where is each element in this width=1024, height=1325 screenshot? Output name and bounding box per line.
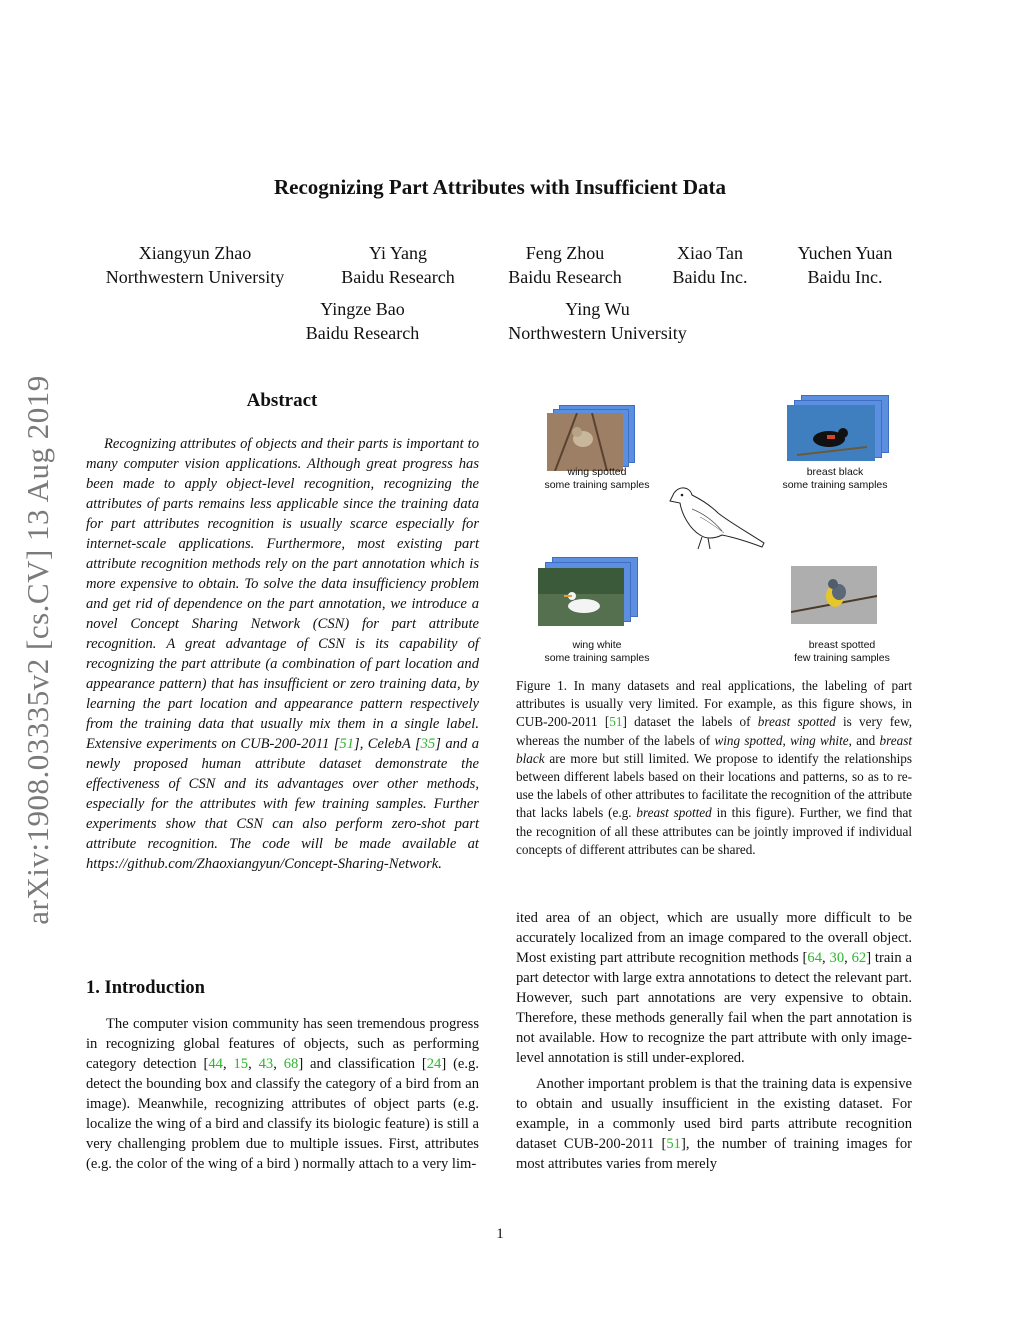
- body-text: The computer vision community has seen tremendous progress in recognizing global features of objects, such as performing category detection [: [86, 1016, 479, 1072]
- citation-link[interactable]: 44: [208, 1056, 223, 1072]
- author-affiliation: Northwestern University: [105, 267, 285, 287]
- author-block: [660, 241, 760, 289]
- figure-label: [767, 639, 917, 665]
- body-text: ] and classification [: [298, 1056, 427, 1072]
- bird-photo-wing-white: [538, 568, 624, 626]
- body-text: ] train a part detector with large extra annotations to detect the relevant part. However, such part annotations are very expensive to obtain. Therefore, these methods generally fail when the part annotation is not available. How to recognize the part attribute with only image-level annotation is still under-explored.: [516, 950, 912, 1066]
- author-affiliation: Baidu Inc.: [672, 267, 748, 287]
- bird-photo-breast-black: [787, 405, 875, 461]
- author-block: [490, 241, 640, 289]
- figure-label: [522, 639, 672, 665]
- author-block: [495, 297, 700, 345]
- label-attribute: breast black: [806, 466, 864, 478]
- caption-text: wing white: [790, 732, 849, 748]
- author-affiliation: Baidu Inc.: [807, 267, 883, 287]
- right-column-body: [516, 908, 912, 1180]
- citation-link[interactable]: 68: [283, 1056, 299, 1072]
- author-name: Yingze Bao: [320, 299, 405, 319]
- abstract-text: ] and a newly proposed human attribute dataset demonstrate the effectiveness of CSN and its advantages over other methods, especially for the attributes with few training samples. Further experiments show that CSN can also perform zero-shot part attribute recognition. The code will be made available at https://github.com/Zhaoxiangyun/Concept-Sharing-Network.: [86, 736, 479, 872]
- author-block: [323, 241, 473, 289]
- citation-link[interactable]: 51: [666, 1136, 681, 1152]
- author-affiliation: Northwestern University: [508, 323, 687, 343]
- citation-link[interactable]: 64: [807, 950, 823, 966]
- body-text: ], the number of training images for most attributes varies from merely: [516, 1136, 912, 1172]
- figure-label: [760, 466, 910, 492]
- author-affiliation: Baidu Research: [508, 267, 622, 287]
- paragraph: The computer vision community has seen tremendous progress in recognizing global features of objects, such as performing category detection [44, 15, 43, 68] and classification [24] (e.g. detect the bounding box and classify the category of a bird from an image). Meanwhile, recognizing attributes of object parts (e.g. localize the wing of a bird and classify its biologic feature) is still a very challenging problem due to multiple issues. First, attributes (e.g. the color of the wing of a bird ) normally attach to a very lim-: [86, 1016, 479, 1172]
- caption-text: Figure 1. In many datasets and real applications, the labeling of part attributes is usually very limited. For example, as this figure shows, in CUB-200-2011 [: [516, 678, 912, 730]
- author-block: [785, 241, 905, 289]
- section-heading-introduction: 1. Introduction: [86, 978, 205, 998]
- citation-link[interactable]: 62: [851, 950, 867, 966]
- abstract-text: Recognizing attributes of objects and their parts is important to many computer vision applications. Although great progress has been made to apply object-level recognition, recognizing the attributes of parts remains less applicable since the training data for part attributes recognition is usually scarce especially for internet-scale applications. Furthermore, most existing part attribute recognition methods rely on the part annotation which is more expensive to obtain. To solve the data insufficiency problem and get rid of dependence on the part annotation, we introduce a novel Concept Sharing Network (CSN) for part attribute recognition. A great advantage of CSN is its capability of recognizing the part attribute (a combination of part location and appearance pattern) that has insufficient or zero training data, by learning the part location and appearance pattern respectively from the training data that usually mix them in a single label. Extensive experiments on CUB-200-2011 [: [86, 436, 479, 752]
- figure-label: [522, 466, 672, 492]
- caption-text: breast black: [516, 732, 913, 766]
- abstract-paragraph: [86, 434, 479, 874]
- body-text: ] (e.g. detect the bounding box and classify the category of a bird from an image). Meanwhile, recognizing attributes of object parts (e.g. localize the wing of a bird and classify its biologic feature) is still a very challenging problem due to multiple issues. First, attributes (e.g. the color of the wing of a bird ) normally attach to a very lim-: [86, 1056, 479, 1172]
- bird-photo-wing-spotted: [547, 413, 623, 471]
- abstract-body: [86, 434, 479, 874]
- author-name: Yuchen Yuan: [797, 243, 893, 263]
- citation-link[interactable]: 15: [233, 1056, 249, 1072]
- figure-caption: [516, 677, 912, 859]
- author-name: Ying Wu: [565, 299, 630, 319]
- label-samples: some training samples: [782, 479, 888, 491]
- author-affiliation: Baidu Research: [341, 267, 455, 287]
- caption-text: in this figure). Further, we find that the recognition of all these attributes can be jointly improved if individual concepts of different attributes can be shared.: [516, 805, 912, 857]
- paragraph: ited area of an object, which are usually more difficult to be accurately localized from an image compared to the overall object. Most existing part attribute recognition methods [64, 30, 62] train a part detector with large extra annotations to detect the relevant part. However, such part annotations are very expensive to obtain. Therefore, these methods generally fail when the part annotation is not available. How to recognize the part attribute with only image-level annotation is still under-explored.: [516, 910, 912, 1066]
- label-attribute: wing white: [572, 639, 622, 651]
- caption-text: wing spotted: [714, 732, 783, 748]
- author-name: Feng Zhou: [525, 243, 605, 263]
- author-name: Yi Yang: [368, 243, 428, 263]
- body-text: ited area of an object, which are usually more difficult to be accurately localized from an image compared to the overall object. Most existing part attribute recognition methods [: [516, 910, 912, 966]
- page-number: 1: [496, 1226, 504, 1242]
- abstract-text: ], CelebA [: [354, 736, 421, 752]
- citation-link[interactable]: 24: [426, 1056, 442, 1072]
- citation-link[interactable]: 51: [339, 736, 355, 752]
- label-attribute: breast spotted: [808, 639, 876, 651]
- bird-line-drawing: [666, 483, 770, 557]
- bird-photo-breast-spotted: [791, 566, 877, 624]
- citation-link[interactable]: 30: [829, 950, 845, 966]
- author-name: Xiao Tan: [677, 243, 743, 263]
- paper-title: Recognizing Part Attributes with Insufficient Data: [273, 175, 727, 199]
- label-attribute: wing spotted: [567, 466, 627, 478]
- caption-text: ,: [782, 732, 791, 748]
- caption-text: breast spotted: [757, 714, 836, 730]
- citation-link[interactable]: 35: [420, 736, 436, 752]
- caption-text: is very few, whereas the number of the labels of: [516, 714, 912, 748]
- citation-link[interactable]: 43: [258, 1056, 274, 1072]
- caption-text: ] dataset the labels of: [622, 714, 758, 730]
- author-block: [95, 241, 295, 289]
- introduction-body: [86, 1014, 479, 1180]
- author-affiliation: Baidu Research: [305, 323, 420, 343]
- figure-1: [516, 395, 912, 670]
- label-samples: some training samples: [544, 652, 650, 664]
- citation-link[interactable]: 51: [609, 714, 623, 730]
- paragraph: [516, 1074, 912, 1174]
- body-text: Another important problem is that the training data is expensive to obtain and usually insufficient in the existing dataset. For example, in a commonly used bird parts attribute recognition dataset CUB-200-2011 [: [516, 1076, 912, 1152]
- label-samples: few training samples: [794, 652, 890, 664]
- author-block: [290, 297, 435, 345]
- caption-text: , and: [848, 732, 880, 748]
- caption-text: are more but still limited. We propose to identify the relationships between different labels based on their locations and patterns, so as to re-use the labels of other attributes to facilitate the recognition of the attribute that lacks labels (e.g.: [516, 750, 912, 821]
- caption-text: breast spotted: [636, 805, 712, 821]
- abstract-heading: Abstract: [246, 390, 318, 411]
- arxiv-stamp: arXiv:1908.03335v2 [cs.CV] 13 Aug 2019: [20, 375, 55, 925]
- author-name: Xiangyun Zhao: [138, 243, 252, 263]
- label-samples: some training samples: [544, 479, 650, 491]
